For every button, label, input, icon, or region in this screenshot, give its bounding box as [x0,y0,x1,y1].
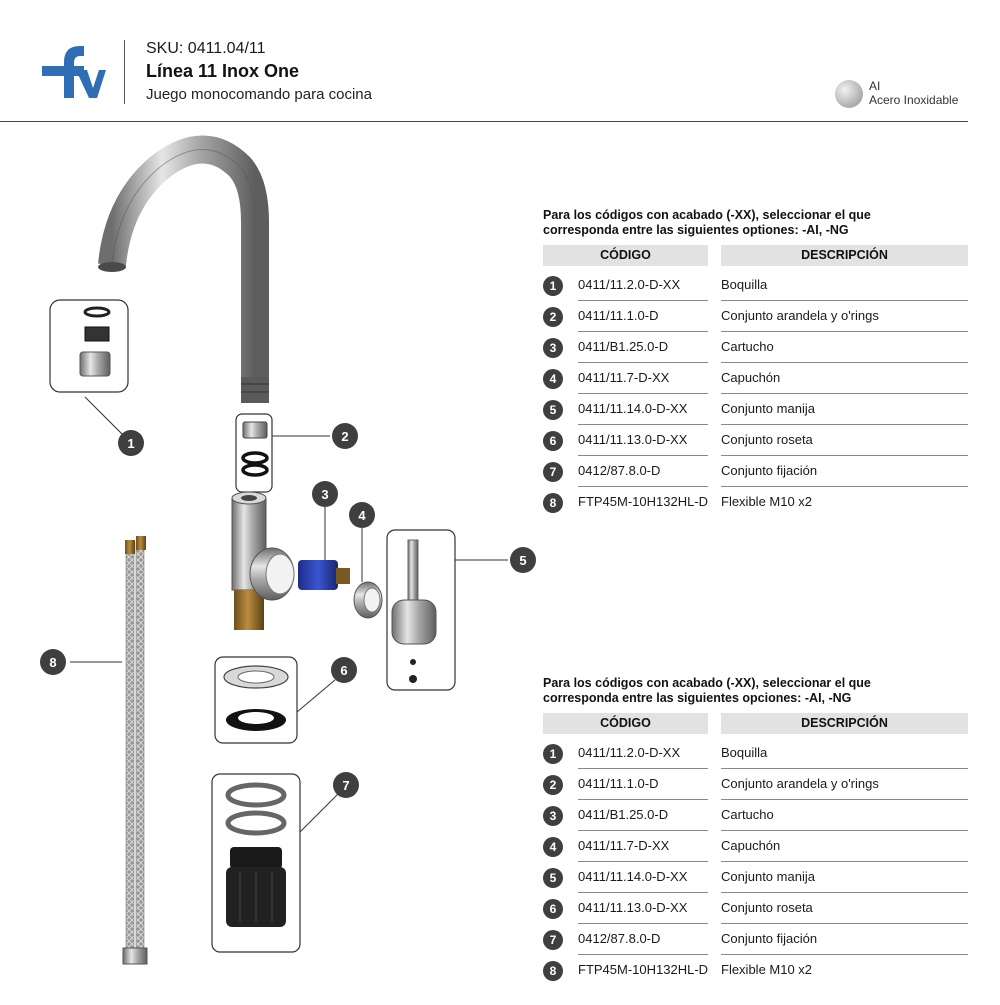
parts-table-1-header [543,245,968,266]
part-number-badge: 6 [543,899,563,919]
finish-note-1 [543,208,968,238]
table-row [543,831,968,862]
table-row [543,487,968,518]
callout-6 [331,657,357,683]
part-code: 0411/B1.25.0-D [578,339,669,354]
part-code: 0412/87.8.0-D [578,931,661,946]
part-description: Boquilla [721,277,768,292]
finish-note-2 [543,676,968,706]
cap-part [354,582,382,618]
part-description: Conjunto manija [721,401,815,416]
finish-swatch [835,80,863,108]
finish-note-2-line1: Para los códigos con acabado (-XX), seleccionar el que [543,676,871,690]
part-number-badge: 5 [543,868,563,888]
parts-table-1 [543,208,968,518]
part-description: Capuchón [721,370,781,385]
part-description: Conjunto arandela y o'rings [721,776,879,791]
exploded-diagram-svg [0,122,540,1000]
part-number-badge: 2 [543,307,563,327]
finish-code: AI [869,79,881,93]
parts-table-1-rows [543,270,968,518]
part-description: Conjunto fijación [721,931,818,946]
part-number-badge: 1 [543,276,563,296]
product-line-title: Línea 11 Inox One [146,61,300,81]
part-description: Flexible M10 x2 [721,494,813,509]
body-part [232,492,294,630]
header-divider [124,40,125,104]
part-code: 0411/11.14.0-D-XX [578,869,688,884]
callout-4-label: 4 [358,508,366,523]
table-row [543,924,968,955]
table-row [543,456,968,487]
callout-7 [333,772,359,798]
part-description: Flexible M10 x2 [721,962,813,977]
callout-5 [510,547,536,573]
callout-3 [312,481,338,507]
part-number-badge: 8 [543,493,563,513]
callout-4 [349,502,375,528]
table-row [543,363,968,394]
part-code: 0411/11.2.0-D-XX [578,745,681,760]
part-number-badge: 7 [543,462,563,482]
table-row [543,738,968,769]
table-row [543,800,968,831]
table-row [543,955,968,986]
part-number-badge: 4 [543,369,563,389]
part-code: 0411/B1.25.0-D [578,807,669,822]
callout-1-label: 1 [127,436,135,451]
part-number-badge: 2 [543,775,563,795]
part-number-badge: 1 [543,744,563,764]
part-code: 0411/11.1.0-D [578,308,659,323]
callout-6-label: 6 [340,663,348,678]
part-number-badge: 5 [543,400,563,420]
part-code: 0411/11.13.0-D-XX [578,900,688,915]
finish-note-1-line1: Para los códigos con acabado (-XX), seleccionar el que [543,208,871,222]
part-number-badge: 3 [543,338,563,358]
part-code: 0411/11.7-D-XX [578,370,670,385]
part-description: Conjunto manija [721,869,815,884]
part-number-badge: 7 [543,930,563,950]
part-description: Boquilla [721,745,768,760]
part-description: Cartucho [721,339,774,354]
column-header-description: DESCRIPCIÓN [721,245,968,266]
callout-7-label: 7 [342,778,350,793]
part-number-badge: 4 [543,837,563,857]
callout-8 [40,649,66,675]
finish-note-1-line2: corresponda entre las siguientes optiones: -AI, -NG [543,223,849,237]
callout-2-label: 2 [341,429,349,444]
part-code: 0411/11.13.0-D-XX [578,432,688,447]
product-description: Juego monocomando para cocina [146,86,372,103]
callout-3-label: 3 [321,487,329,502]
flexible-hose-part [123,536,147,964]
part-description: Conjunto arandela y o'rings [721,308,879,323]
finish-name: Acero Inoxidable [869,93,959,107]
column-header-code: CÓDIGO [543,713,708,734]
column-header-code: CÓDIGO [543,245,708,266]
part-description: Capuchón [721,838,781,853]
part-code: FTP45M-10H132HL-D [578,494,709,509]
parts-table-2-rows [543,738,968,986]
table-row [543,862,968,893]
part-code: 0411/11.14.0-D-XX [578,401,688,416]
part-description: Conjunto fijación [721,463,818,478]
part-description: Conjunto roseta [721,900,813,915]
part-number-badge: 3 [543,806,563,826]
table-row [543,270,968,301]
sku-label: SKU: 0411.04/11 [146,40,266,57]
fv-logo-icon [40,36,106,104]
part-code: 0411/11.1.0-D [578,776,659,791]
part-code: 0411/11.2.0-D-XX [578,277,681,292]
table-row [543,332,968,363]
part-number-badge: 6 [543,431,563,451]
part-code: 0412/87.8.0-D [578,463,661,478]
part-code: FTP45M-10H132HL-D [578,962,709,977]
part-description: Conjunto roseta [721,432,813,447]
part-code: 0411/11.7-D-XX [578,838,670,853]
callout-5-label: 5 [519,553,527,568]
finish-note-2-line2: corresponda entre las siguientes opciones: -AI, -NG [543,691,852,705]
parts-table-2-header [543,713,968,734]
table-row [543,301,968,332]
brand-logo [40,36,106,104]
part-number-badge: 8 [543,961,563,981]
table-row [543,893,968,924]
part-description: Cartucho [721,807,774,822]
callout-2 [332,423,358,449]
callout-1 [118,430,144,456]
cartridge-part [298,560,350,590]
table-row [543,769,968,800]
exploded-diagram [0,122,540,1000]
callout-8-label: 8 [49,655,57,670]
parts-table-2 [543,676,968,986]
table-row [543,425,968,456]
column-header-description: DESCRIPCIÓN [721,713,968,734]
table-row [543,394,968,425]
